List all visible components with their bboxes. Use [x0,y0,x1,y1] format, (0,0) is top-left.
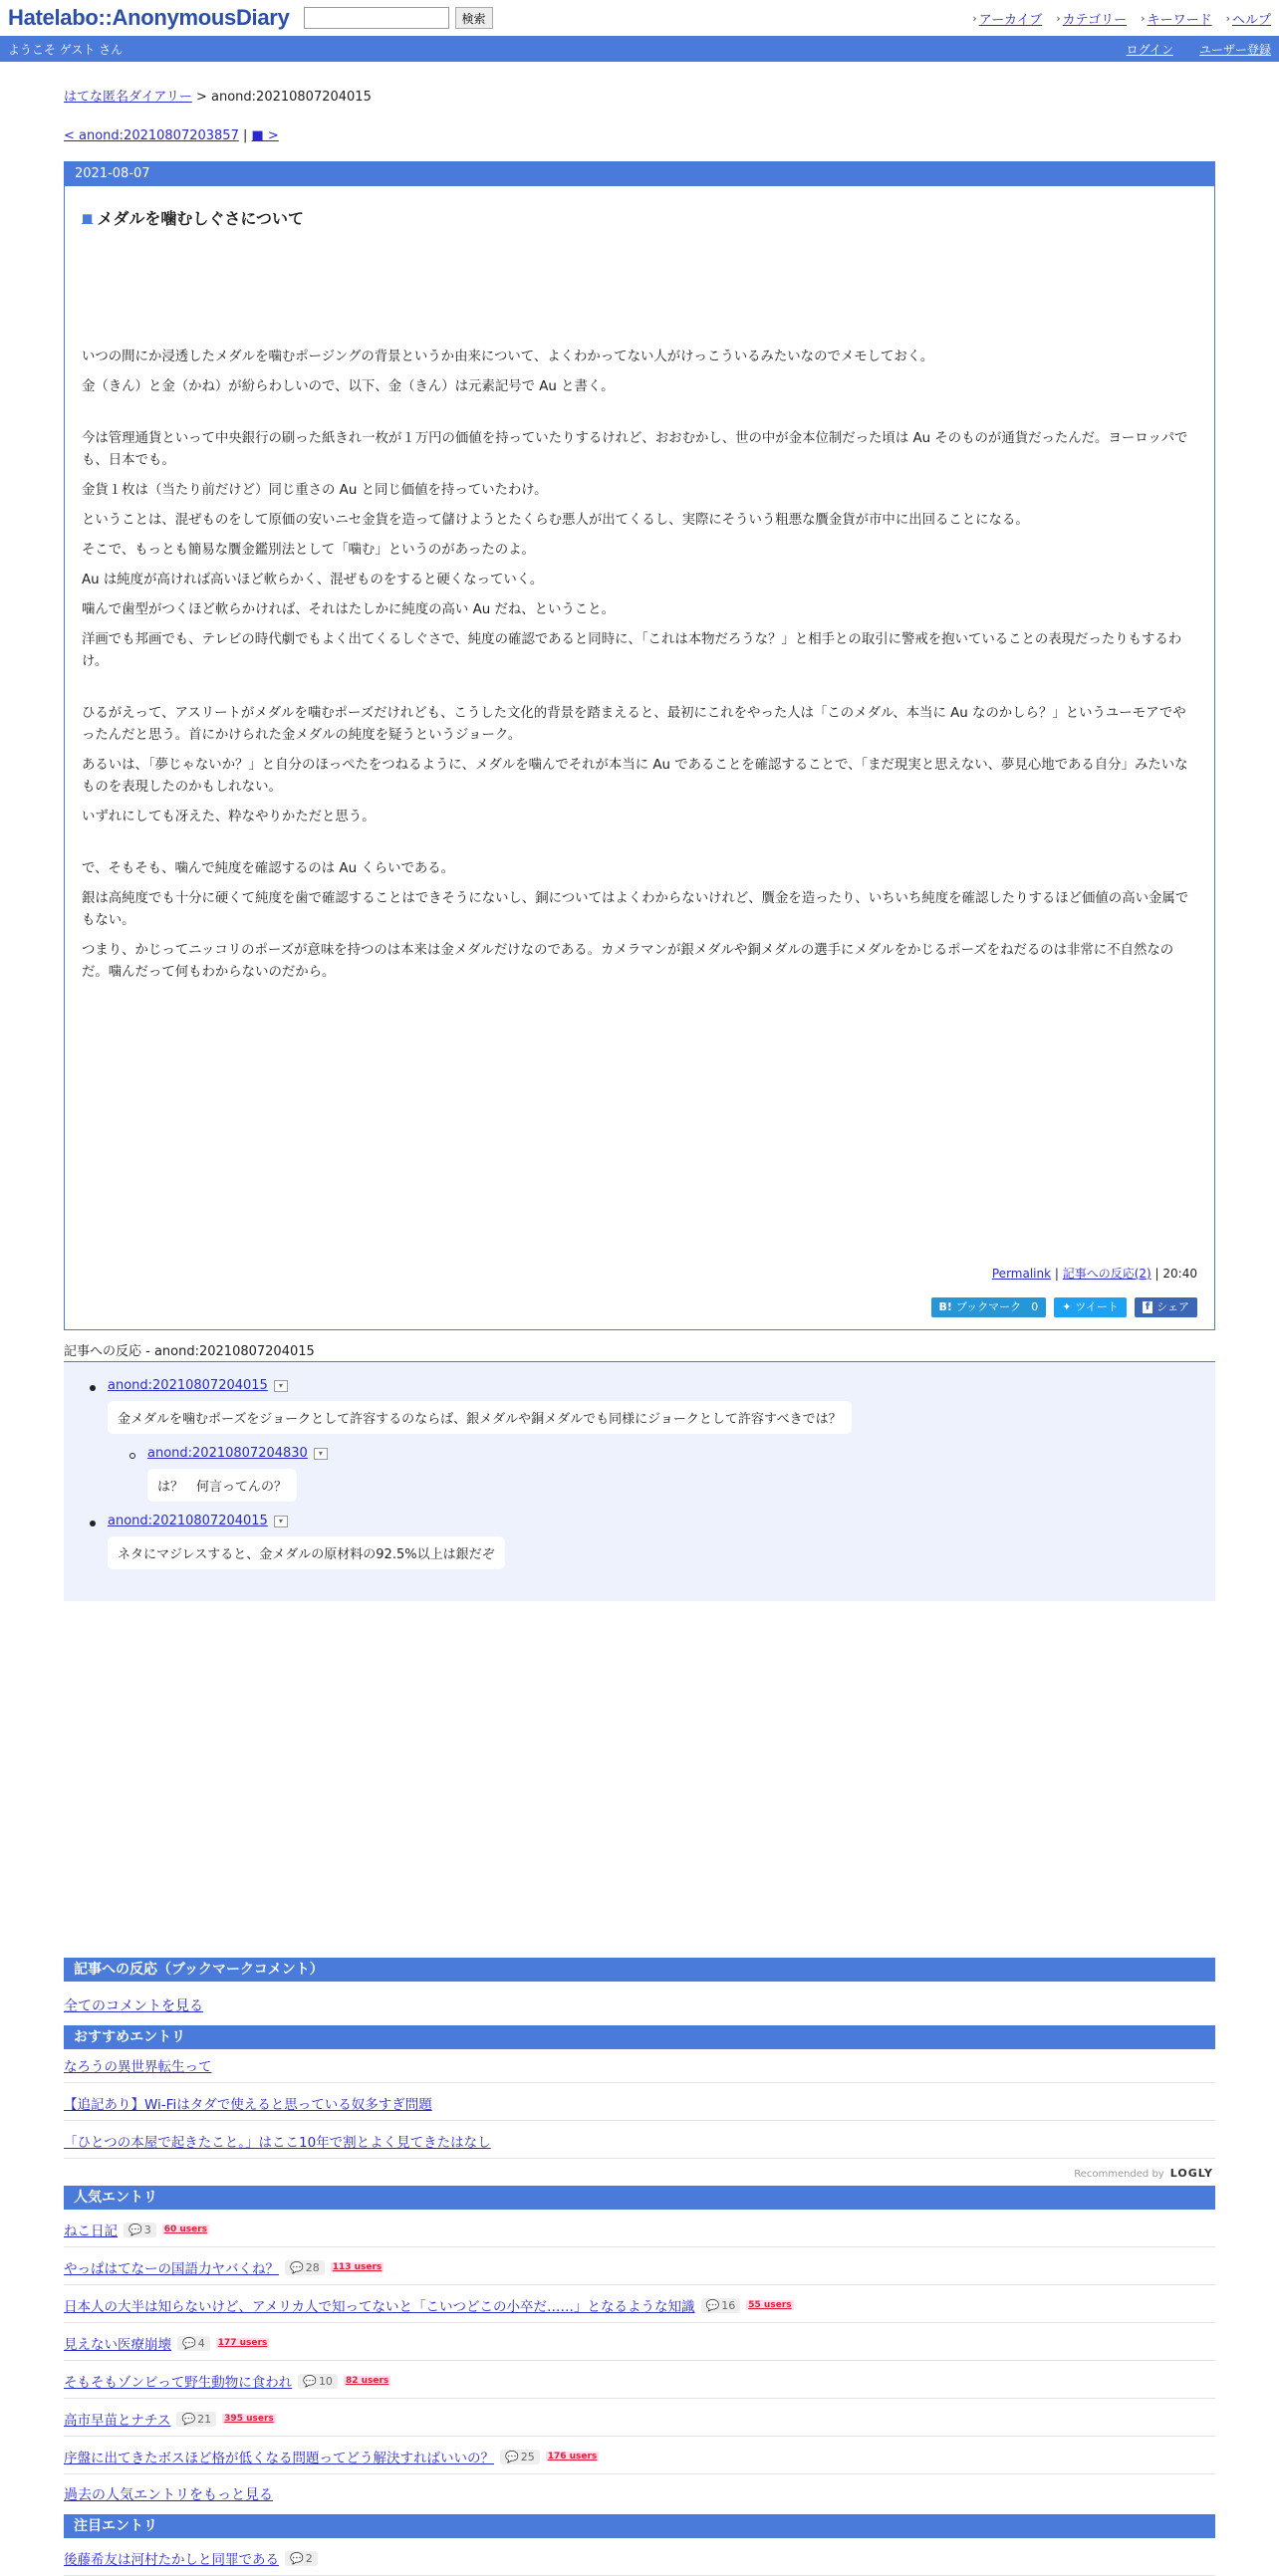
entry-paragraph: そこで、もっとも簡易な贋金鑑別法として「噛む」というのがあったのよ。 [82,543,535,558]
comment-count[interactable] [177,2336,210,2351]
bookmark-users-badge[interactable]: 395 users [224,2414,274,2424]
entry-date: 2021-08-07 [65,162,1214,186]
hollow-bullet-icon [129,1453,135,1459]
reaction-text: は？ 何言ってんの？ [147,1469,297,1502]
list-item [64,2361,1215,2399]
all-comments-link[interactable]: 全てのコメントを見る [64,1998,203,2014]
recommended-link[interactable]: 【追記あり】Wi-Fiはタダで使えると思っている奴多すぎ問題 [64,2097,432,2113]
chevron-right-icon: › [1056,11,1061,25]
bullet-icon [90,1521,96,1526]
chevron-down-icon[interactable]: ▾ [274,1516,288,1527]
speech-bubble-icon: 💬 [128,2223,142,2236]
bookmark-users-badge[interactable]: 60 users [163,2225,208,2234]
share-buttons [82,1297,1197,1317]
recommended-link[interactable]: なろうの異世界転生って [64,2059,212,2075]
entry-paragraph: ということは、混ぜものをして原価の安いニセ金貨を造って儲けようとたくらむ悪人が出てくるし、実際にそういう粗悪な贋金貨が市中に出回ることになる。 [82,513,1029,528]
nav-keyword[interactable] [1141,9,1211,28]
breadcrumb-current: anond:20210807204015 [211,90,372,105]
reaction-item [108,1378,1215,1510]
bookmark-users-badge[interactable]: 176 users [547,2452,598,2461]
facebook-share-button[interactable] [1135,1297,1197,1317]
popular-entry-link[interactable]: やっぱはてなーの国語力ヤバくね？ [64,2261,279,2277]
chevron-down-icon[interactable]: ▾ [274,1380,288,1392]
reaction-text: 金メダルを噛むポーズをジョークとして許容するのならば、銀メダルや銅メダルでも同様にジョークとして許容すべきでは？ [108,1401,852,1434]
entry-paragraph: 洋画でも邦画でも、テレビの時代劇でもよく出てくるしぐさで、純度の確認であると同時に、「これは本物だろうな？」と相手との取引に警戒を抱いていることの表現だったりもするわけ。 [82,632,1182,669]
featured-list [64,2538,1215,2576]
comment-count[interactable] [500,2450,540,2464]
recommend-credit [64,2159,1215,2186]
nav-category[interactable] [1056,9,1127,28]
speech-bubble-icon: 💬 [182,2336,196,2350]
featured-entry-link[interactable]: 後藤希友は河村たかしと同罪である [64,2552,279,2568]
nav-category-label[interactable]: カテゴリー [1062,12,1128,28]
reaction-text: ネタにマジレスすると、金メダルの原材料の92.5%以上は銀だぞ [108,1536,505,1569]
entry-square-link[interactable]: ■ [82,210,94,225]
reaction-link[interactable]: anond:20210807204015 [108,1378,268,1393]
speech-bubble-icon: 💬 [290,2260,304,2274]
bookmark-users-badge[interactable]: 55 users [748,2300,792,2310]
nav-help-label[interactable]: ヘルプ [1231,12,1271,28]
popular-entry-link[interactable]: 日本人の大半は知らないけど、アメリカ人で知ってないと「こいつどこの小卒だ……」となるような知識 [64,2299,695,2315]
entry-footer [82,1265,1197,1282]
comment-count[interactable] [124,2223,156,2237]
lower-sections [64,1958,1215,2576]
chevron-right-icon: › [1225,11,1230,25]
reactions-link[interactable]: 記事への反応(2) [1062,1267,1151,1281]
comment-count-value: 10 [318,2374,333,2388]
nav-archive[interactable] [972,9,1042,28]
bookmark-users-badge[interactable]: 82 users [345,2376,389,2386]
reaction-link[interactable]: anond:20210807204830 [147,1446,308,1461]
entry-paragraph: 金貨１枚は（当たり前だけど）同じ重さの Au と同じ価値を持っていたわけ。 [82,483,548,498]
featured-heading: 注目エントリ [64,2514,1215,2538]
entry-paragraph: 噛んで歯型がつくほど軟らかければ、それはたしかに純度の高い Au だね、ということ。 [82,602,616,617]
more-popular-link[interactable]: 過去の人気エントリをもっと見る [64,2487,273,2503]
recommended-link[interactable]: 「ひとつの本屋で起きたこと。」はここ10年で割とよく見てきたはなし [64,2135,491,2151]
paragraph-gap [82,406,1197,428]
register-link[interactable]: ユーザー登録 [1198,42,1271,57]
speech-bubble-icon: 💬 [290,2551,304,2565]
comment-count-value: 16 [721,2298,736,2312]
entry-body [65,186,1214,1329]
reaction-item-nested [147,1446,1215,1510]
hatena-bookmark-button[interactable] [931,1297,1047,1317]
entry-paragraph: ひるがえって、アスリートがメダルを噛むポーズだけれども、こうした文化的背景を踏まえると、最初にこれをやった人は「このメダル、本当に Au なのかしら？」というユーモアでやったんだと思う。首にかけられた金メダルの純度を疑うというジョーク。 [82,706,1186,743]
nav-archive-label[interactable]: アーカイブ [978,12,1043,28]
tweet-label: ツイート [1075,1300,1119,1313]
next-entry-link[interactable]: ■ > [251,128,279,143]
recommended-heading: おすすめエントリ [64,2025,1215,2049]
list-item [64,2049,1215,2083]
comment-count-value: 21 [197,2412,212,2426]
logly-logo[interactable]: LOGLY [1169,2167,1213,2180]
comment-count-value: 28 [305,2260,320,2274]
popular-list [64,2210,1215,2474]
entry-title [82,206,1197,229]
entry-time: | 20:40 [1151,1267,1197,1281]
list-item [64,2247,1215,2285]
login-link[interactable]: ログイン [1126,42,1173,57]
entry-paragraph: いずれにしても冴えた、粋なやりかただと思う。 [82,810,376,824]
popular-entry-link[interactable]: ねこ日記 [64,2224,118,2239]
list-item [64,2210,1215,2247]
chevron-right-icon: › [972,11,977,25]
search-input[interactable] [304,7,449,29]
main-content [64,62,1215,1601]
speech-bubble-icon: 💬 [181,2412,196,2426]
comment-count-value: 3 [143,2223,151,2236]
entry-paragraph: あるいは、「夢じゃないか？」と自分のほっぺたをつねるように、メダルを噛んでそれが本当に Au であることを確認することで、「まだ現実と思えない、夢見心地である自分」みたいなものを表現したのかもしれない。 [82,758,1188,795]
hatena-bookmark-icon: B! [938,1300,952,1313]
speech-bubble-icon: 💬 [705,2298,720,2312]
breadcrumb-separator: > [191,90,212,105]
bullet-icon [90,1385,96,1391]
bookmark-comments-heading: 記事への反応（ブックマークコメント） [64,1958,1215,1982]
facebook-icon: f [1143,1301,1152,1313]
reactions-list [64,1362,1215,1601]
recommend-credit-text: Recommended by [1074,2169,1164,2180]
comment-count-value: 25 [520,2450,535,2463]
comment-count[interactable] [701,2298,741,2313]
list-item [64,2285,1215,2323]
nav-help[interactable] [1226,9,1271,28]
user-bar [0,36,1279,62]
bookmark-users-badge[interactable]: 113 users [332,2262,383,2272]
list-item [64,2538,1215,2576]
entry-paragraph: Au は純度が高ければ高いほど軟らかく、混ぜものをすると硬くなっていく。 [82,573,544,587]
popular-entry-link[interactable]: そもそもゾンビって野生動物に食われ [64,2375,293,2391]
bookmark-label: ブックマーク [955,1300,1022,1313]
chevron-right-icon: › [1141,11,1146,25]
list-item [64,2323,1215,2361]
list-item [64,2399,1215,2437]
popular-entry-link[interactable]: 高市早苗とナチス [64,2413,171,2429]
diary-entry [64,161,1215,1330]
site-logo[interactable]: Hatelabo::AnonymousDiary [8,5,290,30]
entry-title-text: メダルを噛むしぐさについて [97,209,305,228]
welcome-text: ようこそ ゲスト さん [8,42,124,57]
search-button[interactable]: 検索 [455,7,493,29]
reaction-item [108,1514,1215,1577]
entry-paragraph: いつの間にか浸透したメダルを噛むポージングの背景というか由来について、よくわかってない人がけっこういるみたいなのでメモしておく。 [82,350,934,364]
bookmark-count: 0 [1031,1300,1039,1313]
comment-count[interactable] [298,2374,338,2389]
entry-text [82,347,1197,984]
comment-count[interactable] [176,2412,216,2427]
entry-paragraph: 金（きん）と金（かね）が紛らわしいので、以下、金（きん）は元素記号で Au と書く。 [82,379,615,394]
breadcrumb [64,86,1215,105]
speech-bubble-icon: 💬 [505,2450,519,2463]
popular-heading: 人気エントリ [64,2186,1215,2210]
speech-bubble-icon: 💬 [303,2374,317,2388]
comment-count[interactable] [285,2551,318,2566]
list-item [64,2437,1215,2474]
chevron-down-icon[interactable]: ▾ [314,1448,328,1460]
nav-keyword-label[interactable]: キーワード [1147,12,1212,28]
prev-entry-link[interactable]: < anond:20210807203857 [64,128,239,143]
recommended-list [64,2049,1215,2159]
entry-paragraph: つまり、かじってニッコリのポーズが意味を持つのは本来は金メダルだけなのである。カメラマンが銀メダルや銅メダルの選手にメダルをかじるポーズをねだるのは非常に不自然なのだ。噛んだって何もわからないのだから。 [82,943,1174,980]
pager-separator: | [238,128,252,143]
paragraph-gap [82,681,1197,703]
breadcrumb-root[interactable]: はてな匿名ダイアリー [64,90,192,105]
facebook-label: シェア [1156,1300,1189,1313]
bookmark-users-badge[interactable]: 177 users [217,2338,268,2348]
comment-count-value: 4 [197,2336,205,2350]
permalink[interactable]: Permalink [991,1267,1052,1281]
popular-entry-link[interactable]: 見えない医療崩壊 [64,2337,171,2353]
comment-count-value: 2 [305,2551,313,2565]
popular-entry-link[interactable]: 序盤に出てきたボスほど格が低くなる問題ってどう解決すればいいの？ [64,2451,494,2466]
list-item [64,2121,1215,2159]
paragraph-gap [82,836,1197,858]
comment-count[interactable] [285,2260,325,2275]
entry-pager [64,128,1215,143]
tweet-button[interactable] [1054,1297,1127,1317]
footer-separator: | [1051,1267,1063,1281]
top-bar [0,0,1279,36]
twitter-bird-icon: ✦ [1062,1300,1072,1313]
entry-paragraph: 今は管理通貨といって中央銀行の刷った紙きれ一枚が１万円の価値を持っていたりするけれど、おおむかし、世の中が金本位制だった頃は Au そのものが通貨だったんだ。ヨーロッパでも、日本でも。 [82,431,1188,468]
entry-paragraph: で、そもそも、噛んで純度を確認するのは Au くらいである。 [82,861,455,876]
list-item [64,2083,1215,2121]
entry-paragraph: 銀は高純度でも十分に硬くて純度を歯で確認することはできそうにないし、銅についてはよくわからないけれど、贋金を造ったり、いちいち純度を確認したりするほど価値の高い金属でもない。 [82,891,1189,928]
reactions-heading: 記事への反応 - anond:20210807204015 [64,1340,1215,1362]
top-nav [972,9,1271,28]
reaction-link[interactable]: anond:20210807204015 [108,1514,268,1528]
